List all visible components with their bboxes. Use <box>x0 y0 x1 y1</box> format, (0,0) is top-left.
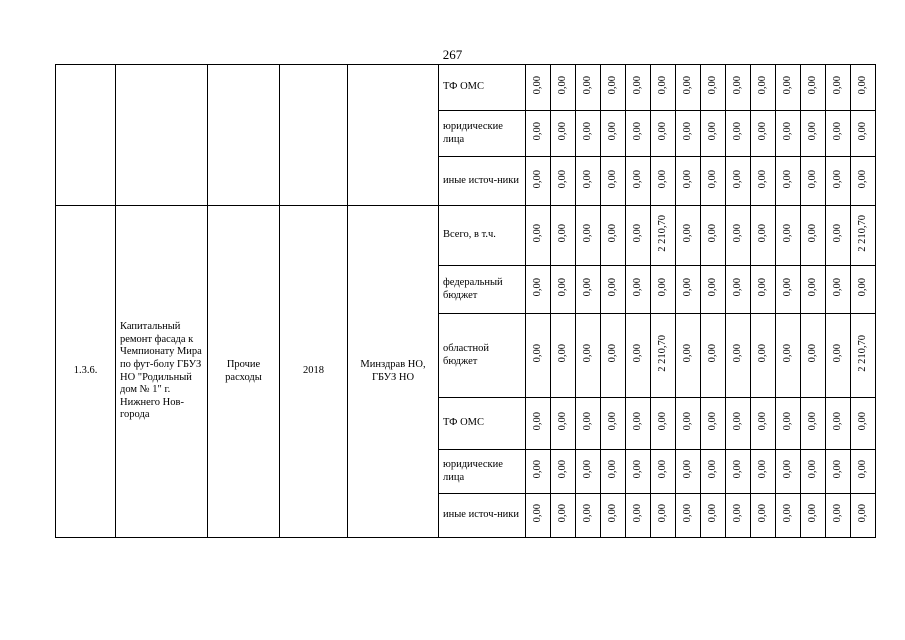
value-text: 0,00 <box>806 224 818 243</box>
value-text: 0,00 <box>831 412 843 431</box>
value-cell <box>576 266 601 314</box>
value-text: 0,00 <box>781 412 793 431</box>
value-cell <box>626 65 651 111</box>
value-text: 0,00 <box>706 460 718 479</box>
value-cell <box>526 314 551 398</box>
value-text: 0,00 <box>581 460 593 479</box>
executor: Минздрав НО, ГБУЗ НО <box>348 206 439 538</box>
value-cell <box>826 398 851 450</box>
value-cell <box>726 266 751 314</box>
value-text: 0,00 <box>581 122 593 141</box>
value-text: 0,00 <box>606 504 618 523</box>
value-cell <box>701 157 726 206</box>
value-text: 0,00 <box>831 224 843 243</box>
value-text: 0,00 <box>756 76 768 95</box>
value-text: 0,00 <box>756 278 768 297</box>
value-cell <box>626 450 651 494</box>
value-cell <box>751 398 776 450</box>
value-cell <box>626 314 651 398</box>
value-text: 0,00 <box>606 344 618 363</box>
value-cell <box>551 266 576 314</box>
value-text: 0,00 <box>831 169 843 188</box>
value-cell <box>776 398 801 450</box>
value-text: 2 210,70 <box>656 334 668 372</box>
value-text: 0,00 <box>531 224 543 243</box>
value-text: 0,00 <box>831 460 843 479</box>
item-number <box>56 65 116 206</box>
value-text: 0,00 <box>606 460 618 479</box>
value-text: 0,00 <box>681 344 693 363</box>
value-text: 0,00 <box>631 344 643 363</box>
funding-source: областной бюджет <box>439 314 526 398</box>
value-text: 0,00 <box>731 76 743 95</box>
value-text: 0,00 <box>781 224 793 243</box>
value-cell <box>751 494 776 538</box>
value-cell <box>676 206 701 266</box>
value-cell <box>801 111 826 157</box>
value-cell <box>576 111 601 157</box>
value-cell <box>526 494 551 538</box>
value-cell <box>801 398 826 450</box>
value-text: 0,00 <box>731 504 743 523</box>
value-text: 0,00 <box>631 122 643 141</box>
value-text: 0,00 <box>531 169 543 188</box>
value-text: 0,00 <box>531 278 543 297</box>
value-text: 0,00 <box>531 122 543 141</box>
value-cell <box>851 314 876 398</box>
value-text: 0,00 <box>781 76 793 95</box>
value-text: 0,00 <box>681 224 693 243</box>
value-text: 0,00 <box>706 344 718 363</box>
value-cell <box>701 314 726 398</box>
value-text: 2 210,70 <box>856 214 868 252</box>
value-text: 0,00 <box>656 169 668 188</box>
value-cell <box>826 450 851 494</box>
value-cell <box>576 65 601 111</box>
value-cell <box>676 314 701 398</box>
value-cell <box>751 157 776 206</box>
value-text: 0,00 <box>706 76 718 95</box>
value-text: 0,00 <box>856 460 868 479</box>
value-text: 0,00 <box>781 344 793 363</box>
value-text: 0,00 <box>681 76 693 95</box>
value-cell <box>551 450 576 494</box>
value-cell <box>726 157 751 206</box>
funding-source: Всего, в т.ч. <box>439 206 526 266</box>
value-cell <box>676 494 701 538</box>
value-cell <box>651 206 676 266</box>
value-text: 0,00 <box>831 76 843 95</box>
value-text: 0,00 <box>856 122 868 141</box>
value-cell <box>851 398 876 450</box>
value-text: 0,00 <box>806 344 818 363</box>
value-cell <box>776 314 801 398</box>
value-cell <box>776 266 801 314</box>
funding-source: юридические лица <box>439 450 526 494</box>
value-text: 0,00 <box>756 344 768 363</box>
value-text: 0,00 <box>631 278 643 297</box>
value-cell <box>576 494 601 538</box>
value-cell <box>851 157 876 206</box>
value-text: 0,00 <box>681 412 693 431</box>
value-text: 0,00 <box>806 122 818 141</box>
value-cell <box>851 450 876 494</box>
table-row <box>56 206 876 266</box>
value-text: 0,00 <box>731 460 743 479</box>
value-text: 0,00 <box>731 412 743 431</box>
funding-source: ТФ ОМС <box>439 398 526 450</box>
value-text: 0,00 <box>756 169 768 188</box>
value-text: 0,00 <box>681 122 693 141</box>
value-cell <box>526 111 551 157</box>
value-text: 0,00 <box>531 460 543 479</box>
value-text: 0,00 <box>581 169 593 188</box>
expense-category: Прочие расходы <box>208 206 280 538</box>
value-text: 0,00 <box>656 504 668 523</box>
budget-table <box>55 64 876 538</box>
value-cell <box>626 206 651 266</box>
value-text: 0,00 <box>756 224 768 243</box>
value-cell <box>601 266 626 314</box>
value-text: 0,00 <box>731 122 743 141</box>
value-cell <box>751 65 776 111</box>
value-text: 0,00 <box>681 169 693 188</box>
value-cell <box>551 398 576 450</box>
value-text: 0,00 <box>831 504 843 523</box>
value-text: 2 210,70 <box>656 214 668 252</box>
value-text: 0,00 <box>856 169 868 188</box>
funding-source: юридические лица <box>439 111 526 157</box>
value-text: 0,00 <box>756 122 768 141</box>
value-cell <box>601 111 626 157</box>
value-cell <box>751 450 776 494</box>
value-cell <box>726 111 751 157</box>
value-cell <box>801 206 826 266</box>
item-number: 1.3.6. <box>56 206 116 538</box>
value-text: 0,00 <box>731 224 743 243</box>
value-text: 0,00 <box>706 412 718 431</box>
value-cell <box>551 111 576 157</box>
value-cell <box>526 398 551 450</box>
value-cell <box>826 111 851 157</box>
funding-source: иные источ-ники <box>439 157 526 206</box>
value-text: 0,00 <box>806 412 818 431</box>
value-cell <box>601 398 626 450</box>
value-cell <box>651 314 676 398</box>
value-text: 0,00 <box>581 504 593 523</box>
value-text: 0,00 <box>531 344 543 363</box>
value-cell <box>601 206 626 266</box>
value-text: 0,00 <box>606 278 618 297</box>
value-cell <box>576 157 601 206</box>
value-cell <box>826 266 851 314</box>
value-text: 0,00 <box>581 412 593 431</box>
value-text: 0,00 <box>556 169 568 188</box>
value-cell <box>776 111 801 157</box>
value-text: 0,00 <box>806 504 818 523</box>
value-text: 0,00 <box>581 76 593 95</box>
value-cell <box>726 65 751 111</box>
value-text: 0,00 <box>631 460 643 479</box>
value-cell <box>601 314 626 398</box>
expense-category <box>208 65 280 206</box>
value-cell <box>826 65 851 111</box>
funding-source: федеральный бюджет <box>439 266 526 314</box>
value-cell <box>851 266 876 314</box>
value-text: 0,00 <box>656 278 668 297</box>
value-cell <box>526 65 551 111</box>
item-year: 2018 <box>280 206 348 538</box>
value-cell <box>526 157 551 206</box>
value-cell <box>851 65 876 111</box>
value-text: 0,00 <box>531 504 543 523</box>
value-text: 0,00 <box>706 504 718 523</box>
value-cell <box>551 314 576 398</box>
value-cell <box>701 398 726 450</box>
value-text: 0,00 <box>631 169 643 188</box>
value-cell <box>676 266 701 314</box>
table-row <box>56 65 876 111</box>
value-text: 0,00 <box>731 278 743 297</box>
value-text: 0,00 <box>781 460 793 479</box>
value-text: 0,00 <box>606 224 618 243</box>
value-cell <box>551 494 576 538</box>
value-text: 0,00 <box>856 76 868 95</box>
value-text: 0,00 <box>656 122 668 141</box>
value-cell <box>626 398 651 450</box>
value-cell <box>776 450 801 494</box>
item-year <box>280 65 348 206</box>
value-cell <box>551 206 576 266</box>
value-cell <box>576 398 601 450</box>
value-text: 0,00 <box>831 344 843 363</box>
value-cell <box>626 111 651 157</box>
value-text: 0,00 <box>781 169 793 188</box>
value-text: 0,00 <box>631 224 643 243</box>
value-text: 0,00 <box>806 76 818 95</box>
value-cell <box>576 314 601 398</box>
value-text: 0,00 <box>581 278 593 297</box>
value-cell <box>526 450 551 494</box>
value-cell <box>801 450 826 494</box>
value-cell <box>801 65 826 111</box>
value-cell <box>751 206 776 266</box>
value-text: 0,00 <box>706 169 718 188</box>
item-name <box>116 65 208 206</box>
value-cell <box>801 314 826 398</box>
value-cell <box>776 494 801 538</box>
value-text: 0,00 <box>631 412 643 431</box>
value-text: 0,00 <box>781 278 793 297</box>
value-text: 0,00 <box>781 122 793 141</box>
value-text: 0,00 <box>556 460 568 479</box>
value-text: 0,00 <box>706 122 718 141</box>
value-text: 0,00 <box>756 412 768 431</box>
value-text: 0,00 <box>556 278 568 297</box>
value-cell <box>551 157 576 206</box>
value-cell <box>676 450 701 494</box>
value-text: 0,00 <box>831 122 843 141</box>
value-text: 0,00 <box>556 76 568 95</box>
value-cell <box>576 206 601 266</box>
value-cell <box>651 157 676 206</box>
value-text: 0,00 <box>681 278 693 297</box>
value-cell <box>576 450 601 494</box>
value-cell <box>726 314 751 398</box>
value-cell <box>626 157 651 206</box>
value-text: 0,00 <box>606 122 618 141</box>
value-text: 0,00 <box>606 169 618 188</box>
value-cell <box>651 398 676 450</box>
value-cell <box>726 398 751 450</box>
value-text: 0,00 <box>806 278 818 297</box>
value-text: 0,00 <box>556 344 568 363</box>
value-cell <box>826 314 851 398</box>
value-text: 0,00 <box>756 504 768 523</box>
value-text: 0,00 <box>556 504 568 523</box>
value-text: 0,00 <box>581 344 593 363</box>
value-text: 0,00 <box>531 412 543 431</box>
value-cell <box>601 450 626 494</box>
value-cell <box>851 494 876 538</box>
value-cell <box>701 206 726 266</box>
value-text: 0,00 <box>831 278 843 297</box>
value-text: 0,00 <box>631 76 643 95</box>
value-cell <box>801 494 826 538</box>
value-cell <box>751 266 776 314</box>
value-text: 0,00 <box>706 278 718 297</box>
value-cell <box>776 65 801 111</box>
value-text: 0,00 <box>556 224 568 243</box>
value-cell <box>701 494 726 538</box>
value-cell <box>526 266 551 314</box>
value-text: 0,00 <box>806 460 818 479</box>
value-text: 0,00 <box>856 412 868 431</box>
value-text: 0,00 <box>681 504 693 523</box>
value-cell <box>701 111 726 157</box>
value-cell <box>826 157 851 206</box>
executor <box>348 65 439 206</box>
value-text: 0,00 <box>781 504 793 523</box>
funding-source: иные источ-ники <box>439 494 526 538</box>
value-cell <box>851 111 876 157</box>
value-text: 0,00 <box>656 76 668 95</box>
value-cell <box>826 494 851 538</box>
value-cell <box>701 266 726 314</box>
value-text: 0,00 <box>806 169 818 188</box>
value-text: 2 210,70 <box>856 334 868 372</box>
value-text: 0,00 <box>681 460 693 479</box>
value-cell <box>701 450 726 494</box>
value-cell <box>701 65 726 111</box>
value-cell <box>801 266 826 314</box>
value-text: 0,00 <box>856 278 868 297</box>
value-cell <box>726 206 751 266</box>
value-cell <box>851 206 876 266</box>
value-cell <box>526 206 551 266</box>
value-text: 0,00 <box>606 412 618 431</box>
value-text: 0,00 <box>656 412 668 431</box>
value-cell <box>601 494 626 538</box>
value-cell <box>776 157 801 206</box>
value-text: 0,00 <box>706 224 718 243</box>
value-cell <box>626 266 651 314</box>
value-text: 0,00 <box>556 122 568 141</box>
value-text: 0,00 <box>731 169 743 188</box>
value-text: 0,00 <box>631 504 643 523</box>
value-cell <box>676 157 701 206</box>
value-cell <box>551 65 576 111</box>
value-text: 0,00 <box>581 224 593 243</box>
value-cell <box>676 111 701 157</box>
value-cell <box>726 494 751 538</box>
value-cell <box>751 314 776 398</box>
value-text: 0,00 <box>731 344 743 363</box>
value-cell <box>651 450 676 494</box>
value-cell <box>626 494 651 538</box>
page-number: 267 <box>442 47 463 62</box>
item-name: Капитальный ремонт фасада к Чемпионату Мира по фут-болу ГБУЗ НО "Родильный дом № 1" г. Нижнего Нов-города <box>116 206 208 538</box>
value-cell <box>651 111 676 157</box>
funding-source: ТФ ОМС <box>439 65 526 111</box>
value-cell <box>776 206 801 266</box>
value-cell <box>826 206 851 266</box>
value-cell <box>751 111 776 157</box>
value-text: 0,00 <box>656 460 668 479</box>
value-text: 0,00 <box>556 412 568 431</box>
value-text: 0,00 <box>531 76 543 95</box>
value-text: 0,00 <box>606 76 618 95</box>
value-cell <box>676 65 701 111</box>
value-cell <box>651 266 676 314</box>
value-cell <box>651 65 676 111</box>
value-text: 0,00 <box>856 504 868 523</box>
value-cell <box>601 65 626 111</box>
value-cell <box>601 157 626 206</box>
value-cell <box>801 157 826 206</box>
value-text: 0,00 <box>756 460 768 479</box>
value-cell <box>676 398 701 450</box>
value-cell <box>651 494 676 538</box>
value-cell <box>726 450 751 494</box>
